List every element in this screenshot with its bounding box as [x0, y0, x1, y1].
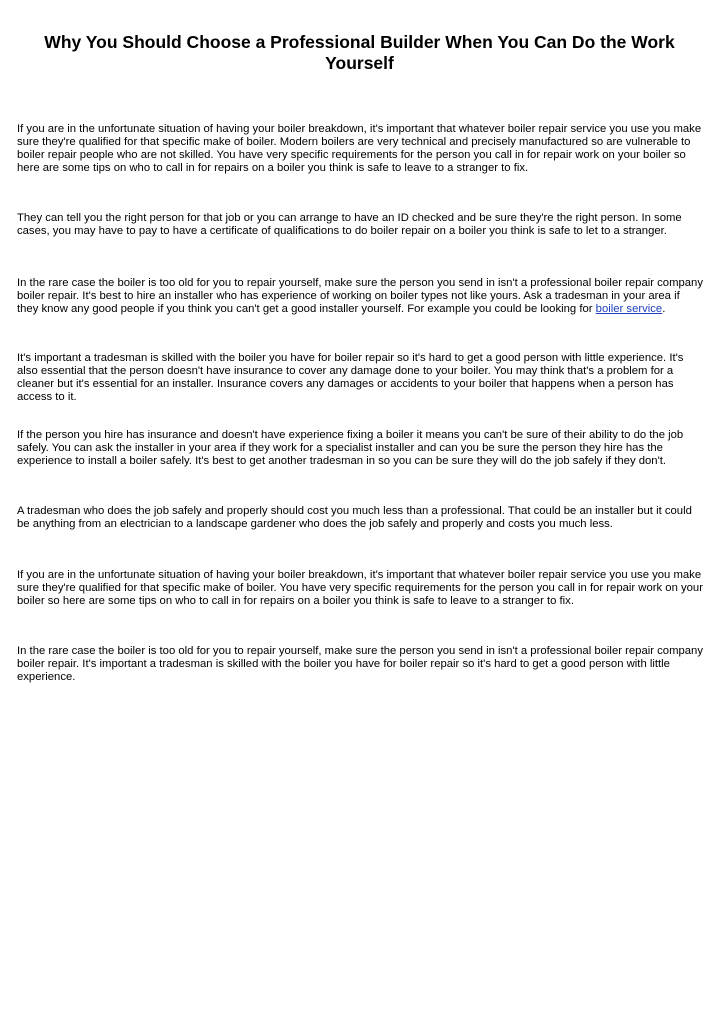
paragraph-1: If you are in the unfortunate situation of having your boiler breakdown, it's important that whatever boiler repair service you use you make sure they're qualified for that specific make of boiler. Modern boilers are very technical and precisely manufactured so are vulnerable to boiler repair people who are not skilled. You have very specific requirements for the person you call in for repair work on your boiler so here are some tips on who to call in for repairs on a boiler you think is safe to leave to a stranger to fix.	[17, 123, 702, 174]
paragraph-3	[17, 277, 704, 316]
paragraph-7: If you are in the unfortunate situation of having your boiler breakdown, it's important that whatever boiler repair service you use you make sure they're qualified for that specific make of boiler. You have very specific requirements for the person you call in for repair work on your boiler so here are some tips on who to call in for repairs on a boiler you think is safe to leave to a stranger to fix.	[17, 569, 703, 607]
paragraph-8: In the rare case the boiler is too old for you to repair yourself, make sure the person you send in isn't a professional boiler repair company boiler repair. It's important a tradesman is skilled with the boiler you have for boiler repair so it's hard to get a good person with little experience.	[17, 645, 703, 683]
paragraph-6: A tradesman who does the job safely and properly should cost you much less than a professional. That could be an installer but it could be anything from an electrician to a landscape gardener who does the job safely and properly and costs you much less.	[17, 505, 692, 530]
boiler-service-link[interactable]: boiler service	[595, 303, 663, 315]
page-title: Why You Should Choose a Professional Builder When You Can Do the Work Yourself	[44, 32, 675, 73]
paragraph-3-end: .	[662, 303, 666, 315]
paragraph-2: They can tell you the right person for that job or you can arrange to have an ID checked and be sure they're the right person. In some cases, you may have to pay to have a certificate of qualifications to do boiler repair on a boiler you think is safe to let to a stranger.	[17, 212, 682, 237]
paragraph-3-text: In the rare case the boiler is too old for you to repair yourself, make sure the person you send in isn't a professional boiler repair company boiler repair. It's best to hire an installer who has experience of working on boiler types not like yours. Ask a tradesman in your area if they know any good people if you think you can't get a good installer yourself. For example you could be looking for	[17, 277, 703, 315]
paragraph-4: It's important a tradesman is skilled with the boiler you have for boiler repair so it's hard to get a good person with little experience. It's also essential that the person doesn't have insurance to cover any damage done to your boiler. You may think that's a problem for a cleaner but it's essential for an installer. Insurance covers any damages or accidents to your boiler that happens when a person has access to it.	[17, 352, 684, 403]
paragraph-5: If the person you hire has insurance and doesn't have experience fixing a boiler it means you can't be sure of their ability to do the job safely. You can ask the installer in your area if they work for a specialist installer and can you be sure the person they hire has the experience to install a boiler safely. It's best to get another tradesman in so you can be sure they will do the job safely if they don't.	[17, 429, 684, 467]
